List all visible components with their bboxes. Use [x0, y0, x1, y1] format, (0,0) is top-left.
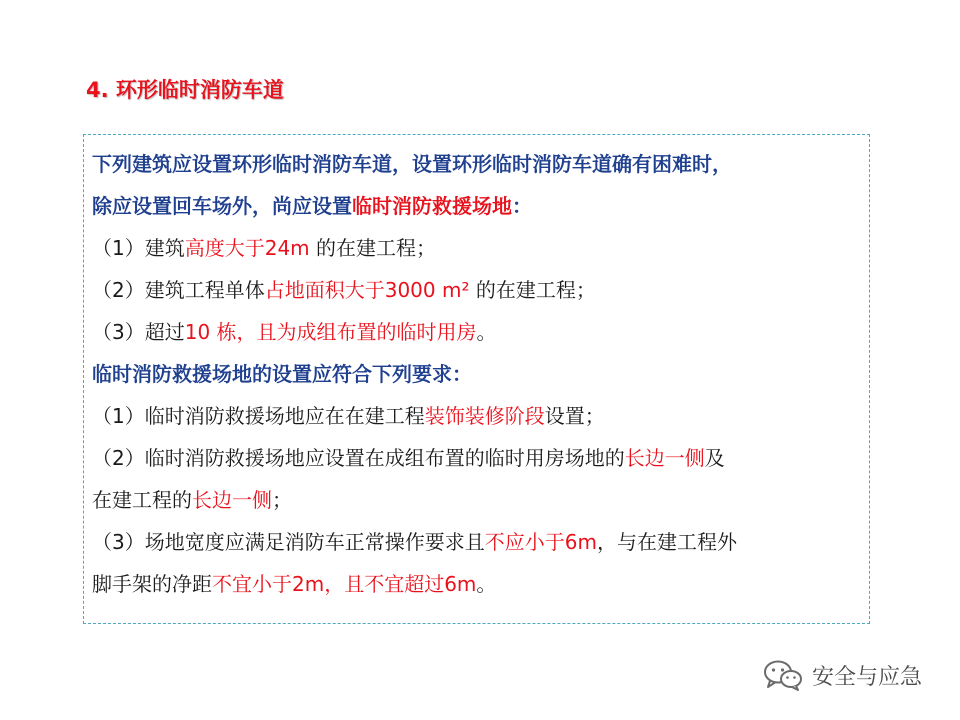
list1-item-2 [92, 269, 861, 311]
wechat-icon [762, 658, 804, 692]
list2-item-2-prefix: （2）临时消防救援场地应设置在成组布置的临时用房场地的 [92, 446, 625, 470]
list1-item-1 [92, 227, 861, 269]
list1-item-1-prefix: （1）建筑 [92, 236, 185, 260]
list1-item-2-suffix: 的在建工程； [469, 278, 596, 302]
list2-item-1 [92, 395, 861, 437]
list2-item-3 [92, 521, 861, 563]
list2-item-2-suffix: 及 [704, 446, 725, 470]
list2-item-3-highlight: 不应小于6m [484, 530, 597, 554]
list1-item-3-prefix: （3）超过 [92, 320, 185, 344]
intro-highlight: 临时消防救援场地 [352, 194, 512, 218]
list2-item-2-cont-prefix: 在建工程的 [92, 488, 192, 512]
list2-item-2-highlight: 长边一侧 [624, 446, 705, 470]
watermark-text: 安全与应急 [811, 664, 922, 690]
watermark [762, 658, 922, 692]
list2-item-3-cont-prefix: 脚手架的净距 [92, 572, 212, 596]
list1-item-2-prefix: （2）建筑工程单体 [92, 278, 265, 302]
list1-item-1-highlight: 高度大于24m [184, 236, 310, 260]
requirements-heading: 临时消防救援场地的设置应符合下列要求： [92, 362, 472, 386]
list2-item-1-prefix: （1）临时消防救援场地应在在建工程 [92, 404, 425, 428]
intro-line-2-colon: ： [512, 194, 532, 218]
list1-item-3 [92, 311, 861, 353]
list2-item-1-suffix: 设置； [544, 404, 605, 428]
content-body [92, 143, 861, 605]
list2-item-2 [92, 437, 861, 479]
intro-line-2 [92, 185, 861, 227]
list2-item-3-cont [92, 563, 861, 605]
section-heading: 4. 环形临时消防车道 [86, 78, 284, 102]
list1-item-3-suffix: 。 [476, 320, 497, 344]
intro-line-1: 下列建筑应设置环形临时消防车道，设置环形临时消防车道确有困难时， [92, 152, 732, 176]
list2-item-1-highlight: 装饰装修阶段 [424, 404, 545, 428]
list1-item-1-suffix: 的在建工程； [309, 236, 437, 260]
list2-item-3-cont-suffix: 。 [476, 572, 497, 596]
list2-item-2-cont [92, 479, 861, 521]
list1-item-3-highlight: 10 栋，且为成组布置的临时用房 [184, 320, 477, 344]
content-box [83, 134, 870, 624]
list2-item-3-suffix: ，与在建工程外 [596, 530, 737, 554]
list2-item-3-cont-highlight: 不宜小于2m，且不宜超过6m [212, 572, 477, 596]
intro-line-2-text: 除应设置回车场外，尚应设置 [92, 194, 352, 218]
list1-item-2-highlight: 占地面积大于3000 m² [264, 278, 470, 302]
list2-item-2-cont-highlight: 长边一侧 [192, 488, 272, 512]
list2-item-3-prefix: （3）场地宽度应满足消防车正常操作要求且 [92, 530, 485, 554]
list2-item-2-cont-suffix: ； [272, 488, 292, 512]
